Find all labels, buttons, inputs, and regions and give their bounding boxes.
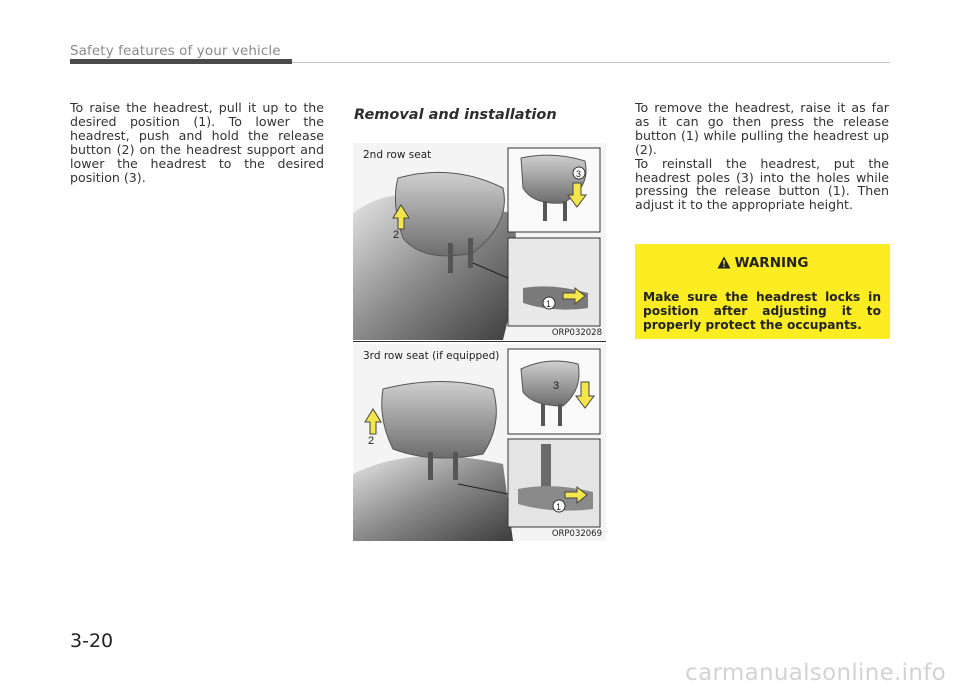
header-bar — [70, 59, 292, 64]
callout-1: 1 — [546, 299, 552, 309]
warning-text: Make sure the headrest locks in position after adjusting it to properly protect the occupants. — [643, 290, 881, 332]
headrest-illustration-2nd-row — [353, 143, 606, 340]
warning-triangle-icon — [717, 256, 731, 273]
warning-box — [635, 244, 890, 339]
section-heading: Removal and installation — [354, 107, 557, 123]
watermark: carmanualsonline.info — [685, 660, 946, 686]
figure-3rd-row-seat — [353, 344, 606, 541]
warning-title: WARNING — [734, 255, 809, 271]
removal-paragraph: To remove the headrest, raise it as far as it can go then press the release button (1) while pulling the headrest up (2). — [635, 100, 889, 157]
figure-divider — [353, 341, 606, 342]
headrest-illustration-3rd-row — [353, 344, 606, 541]
raise-lower-instructions: To raise the headrest, pull it up to the desired position (1). To lower the headrest, push and hold the release button (2) on the headrest support and lower the headrest to the desired position (3). — [70, 100, 324, 185]
callout-2: 2 — [368, 435, 375, 447]
figure-code: ORP032028 — [551, 328, 602, 338]
figure-label: 2nd row seat — [363, 149, 432, 161]
figure-code: ORP032069 — [551, 529, 602, 539]
callout-3: 3 — [553, 380, 560, 392]
callout-2: 2 — [393, 229, 400, 241]
callout-1: 1 — [556, 502, 562, 512]
figure-label: 3rd row seat (if equipped) — [363, 350, 500, 362]
removal-instructions — [635, 101, 889, 212]
page-number: 3-20 — [70, 630, 114, 652]
reinstall-paragraph: To reinstall the headrest, put the headrest poles (3) into the holes while pressing the release button (1). Then adjust it to the appropriate height. — [635, 155, 889, 213]
callout-3: 3 — [576, 169, 582, 179]
warning-heading — [635, 255, 890, 273]
figure-2nd-row-seat — [353, 143, 606, 340]
header-divider — [292, 62, 890, 63]
section-title: Safety features of your vehicle — [70, 43, 281, 59]
